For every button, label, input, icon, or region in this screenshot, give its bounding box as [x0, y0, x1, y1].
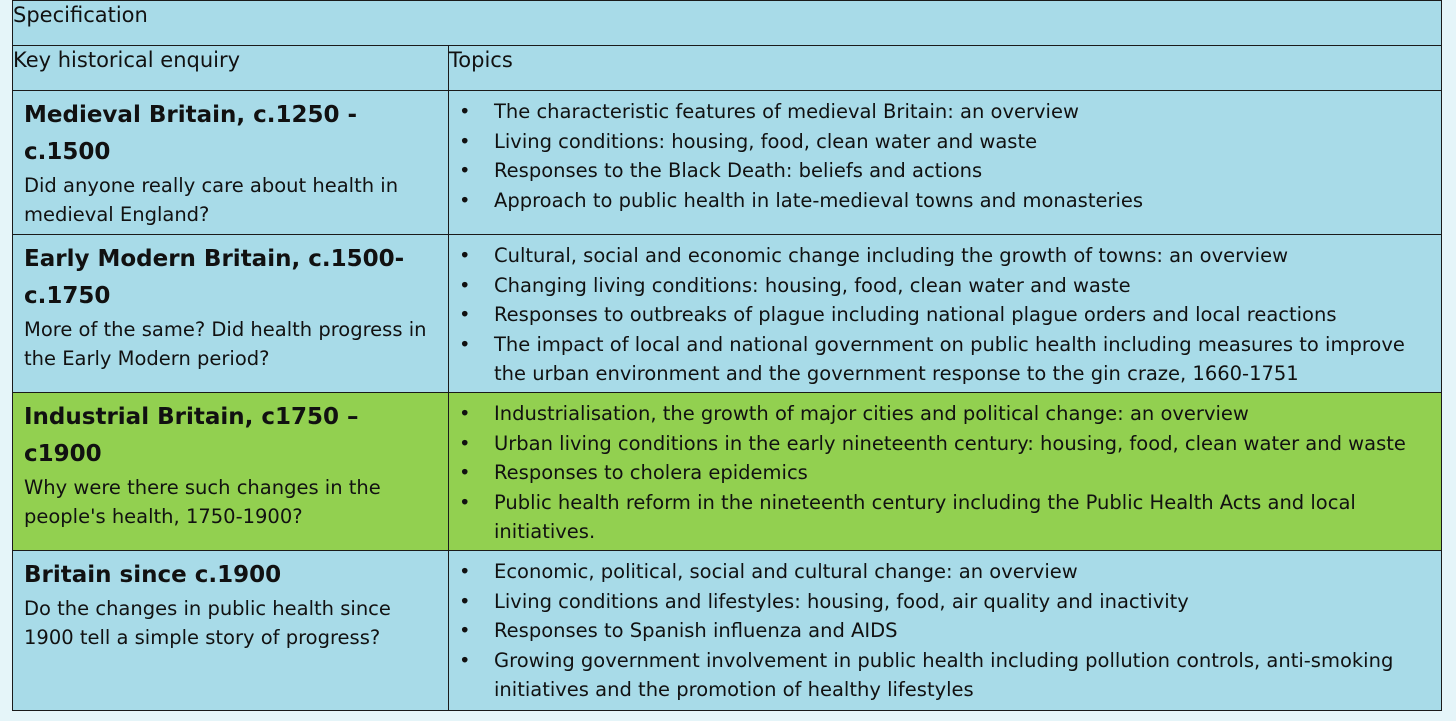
bullet-icon: • — [459, 402, 471, 425]
topic-text: Changing living conditions: housing, food, clean water and waste — [494, 273, 1131, 297]
topic-item — [449, 458, 1427, 488]
topic-text: Living conditions: housing, food, clean water and waste — [494, 129, 1038, 153]
bullet-icon: • — [459, 619, 471, 642]
topics-column-header: Topics — [449, 46, 1442, 91]
enquiry-column-header: Key historical enquiry — [13, 46, 449, 91]
enquiry-title: Industrial Britain, c1750 – c1900 — [24, 404, 359, 467]
table-row — [13, 235, 1442, 393]
enquiry-question: Why were there such changes in the people's health, 1750-1900? — [24, 476, 381, 528]
enquiry-cell — [13, 91, 449, 235]
topic-text: The characteristic features of medieval Britain: an overview — [494, 100, 1079, 123]
enquiry-question: Do the changes in public health since 1900 tell a simple story of progress? — [24, 597, 391, 649]
topic-item — [449, 186, 1427, 216]
topics-cell — [449, 551, 1442, 711]
topic-text: Public health reform in the nineteenth century including the Public Health Acts and local initiatives. — [494, 490, 1356, 543]
spec-header-row — [13, 1, 1442, 46]
topic-text: Responses to the Black Death: beliefs and actions — [494, 159, 983, 182]
topic-text: Responses to Spanish influenza and AIDS — [494, 619, 898, 642]
bullet-icon: • — [459, 244, 471, 267]
bullet-icon: • — [459, 461, 471, 484]
topics-cell — [449, 235, 1442, 393]
bullet-icon: • — [459, 303, 471, 326]
enquiry-question: More of the same? Did health progress in the Early Modern period? — [24, 318, 427, 370]
topic-item — [449, 241, 1427, 271]
enquiry-cell — [13, 551, 449, 711]
topic-item — [449, 156, 1427, 186]
topics-cell — [449, 91, 1442, 235]
bullet-icon: • — [459, 273, 471, 297]
bullet-icon: • — [459, 188, 471, 212]
topic-text: Urban living conditions in the early nineteenth century: housing, food, clean water and waste — [494, 431, 1406, 455]
topics-cell — [449, 393, 1442, 551]
topic-text: Growing government involvement in public health including pollution controls, anti-smoking initiatives and the promotion of healthy lifestyles — [494, 648, 1394, 701]
topic-text: Approach to public health in late-medieval towns and monasteries — [494, 188, 1144, 212]
bullet-icon: • — [459, 129, 471, 153]
topic-text: Economic, political, social and cultural change: an overview — [494, 560, 1078, 583]
table-row-highlighted — [13, 393, 1442, 551]
topic-item — [449, 429, 1427, 459]
topic-item — [449, 330, 1427, 389]
bullet-icon: • — [459, 490, 471, 514]
bullet-icon: • — [459, 431, 471, 455]
enquiry-title: Early Modern Britain, c.1500-c.1750 — [24, 246, 405, 309]
bullet-icon: • — [459, 100, 471, 123]
topic-item — [449, 587, 1427, 617]
topic-text: Living conditions and lifestyles: housing, food, air quality and inactivity — [494, 589, 1189, 613]
table-row — [13, 551, 1442, 711]
topic-text: Cultural, social and economic change including the growth of towns: an overview — [494, 244, 1289, 267]
topic-text: Industrialisation, the growth of major cities and political change: an overview — [494, 402, 1249, 425]
topics-list — [449, 91, 1441, 215]
bullet-icon: • — [459, 648, 471, 672]
bullet-icon: • — [459, 560, 471, 583]
topic-item — [449, 97, 1427, 127]
topic-item — [449, 646, 1427, 705]
enquiry-cell — [13, 235, 449, 393]
enquiry-question: Did anyone really care about health in medieval England? — [24, 174, 399, 226]
bullet-icon: • — [459, 332, 471, 356]
topic-item — [449, 127, 1427, 157]
topics-list — [449, 551, 1441, 705]
topic-item — [449, 271, 1427, 301]
topic-item — [449, 488, 1427, 547]
enquiry-cell — [13, 393, 449, 551]
topic-text: Responses to outbreaks of plague including national plague orders and local reactions — [494, 303, 1337, 326]
topic-item — [449, 300, 1427, 330]
topic-text: Responses to cholera epidemics — [494, 461, 808, 484]
column-header-row — [13, 46, 1442, 91]
enquiry-title: Medieval Britain, c.1250 - c.1500 — [24, 102, 358, 165]
enquiry-title: Britain since c.1900 — [24, 562, 282, 588]
bullet-icon: • — [459, 589, 471, 613]
topics-list — [449, 393, 1441, 547]
topic-item — [449, 399, 1427, 429]
topic-item — [449, 616, 1427, 646]
topic-text: The impact of local and national government on public health including measures to improve the urban environment and the government response to the gin craze, 1660-1751 — [494, 332, 1405, 385]
specification-table — [12, 0, 1442, 711]
spec-label: Specification — [13, 1, 1442, 46]
topics-list — [449, 235, 1441, 389]
topic-item — [449, 557, 1427, 587]
table-row — [13, 91, 1442, 235]
bullet-icon: • — [459, 159, 471, 182]
